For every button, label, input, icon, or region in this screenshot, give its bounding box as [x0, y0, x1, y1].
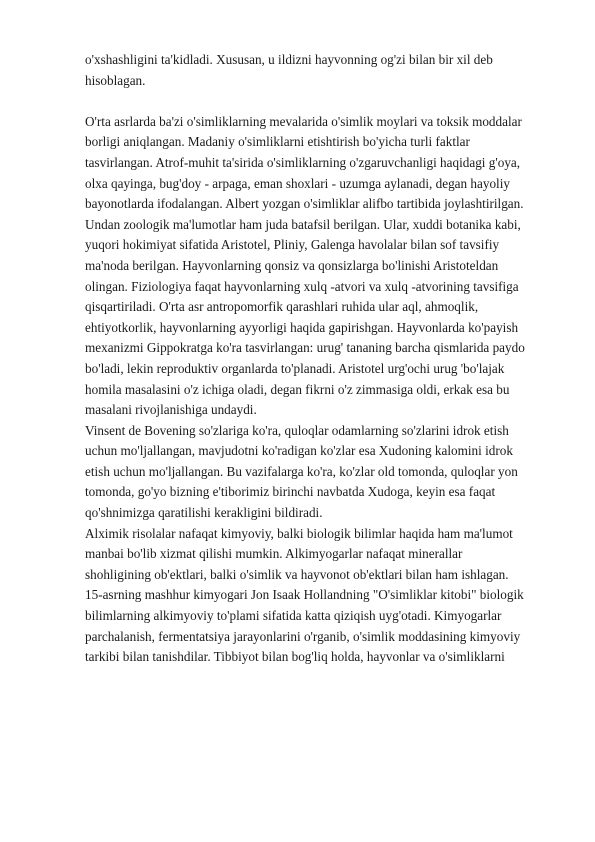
text-line: Alximik risolalar nafaqat kimyoviy, balki biologik bilimlar haqida ham ma'lumot	[85, 525, 513, 541]
text-line: bo'ladi, lekin reproduktiv organlarda to'planadi. Aristotel urg'ochi urug 'bo'lajak	[85, 360, 505, 376]
text-line: mexanizmi Gippokratga ko'ra tasvirlangan: urug' tananing barcha qismlarida paydo	[85, 340, 525, 356]
text-line: etish uchun mo'ljallangan. Bu vazifalarga ko'ra, ko'zlar old tomonda, quloqlar yon	[85, 463, 518, 479]
text-line: shohligining ob'ektlari, balki o'simlik va hayvonot ob'ektlari bilan ham ishlagan.	[85, 566, 509, 582]
text-line: Undan zoologik ma'lumotlar ham juda batafsil berilgan. Ular, xuddi botanika kabi,	[85, 216, 521, 232]
paragraph-gap	[85, 91, 555, 112]
body-text	[85, 50, 555, 668]
text-line: 15-asrning mashhur kimyogari Jon Isaak Hollandning "O'simliklar kitobi" biologik	[85, 587, 524, 603]
text-line: manbai bo'lib xizmat qilishi mumkin. Alkimyogarlar nafaqat minerallar	[85, 546, 463, 562]
text-line: homila masalasini o'z ichiga oladi, degan fikrni o'z zimmasiga oldi, erkak esa bu	[85, 381, 510, 397]
text-line: O'rta asrlarda ba'zi o'simliklarning mevalarida o'simlik moylari va toksik moddalar	[85, 113, 522, 129]
text-line: hisoblagan.	[85, 72, 146, 88]
text-line: parchalanish, fermentatsiya jarayonlarini o'rganib, o'simlik moddasining kimyoviy	[85, 628, 521, 644]
text-line: uchun mo'ljallangan, mavjudotni ko'radigan ko'zlar esa Xudoning kalomini idrok	[85, 443, 513, 459]
text-line: ma'noda berilgan. Hayvonlarning qonsiz va qonsizlarga bo'linishi Aristoteldan	[85, 257, 499, 273]
text-line: Vinsent de Bovening so'zlariga ko'ra, quloqlar odamlarning so'zlarini idrok etish	[85, 422, 509, 438]
text-line: yuqori hokimiyat sifatida Aristotel, Pliniy, Galenga havolalar bilan sof tavsifiy	[85, 237, 500, 253]
text-line: tasvirlangan. Atrof-muhit ta'sirida o'simliklarning o'zgaruvchanligi haqidagi g'oya,	[85, 154, 521, 170]
text-line: olxa qayinga, bug'doy - arpaga, eman shoxlari - uzumga aylanadi, degan hayoliy	[85, 175, 510, 191]
text-line: bayonotlarda ifodalangan. Albert yozgan o'simliklar alifbo tartibida joylashtirilgan.	[85, 196, 524, 212]
text-line: tomonda, go'yo bizning e'tiborimiz birinchi navbatda Xudoga, keyin esa faqat	[85, 484, 496, 500]
text-line: o'xshashligini ta'kidladi. Xususan, u ildizni hayvonning og'zi bilan bir xil deb	[85, 52, 493, 67]
text-line: borligi aniqlangan. Madaniy o'simliklarni etishtirish bo'yicha turli faktlar	[85, 134, 470, 150]
text-line: qo'shnimizga qaratilishi kerakligini bildiradi.	[85, 505, 323, 521]
text-line: bilimlarning alkimyoviy to'plami sifatida katta qiziqish uyg'otadi. Kimyogarlar	[85, 608, 502, 624]
text-line: masalani rivojlanishiga undaydi.	[85, 402, 257, 418]
text-line: olingan. Fiziologiya faqat hayvonlarning xulq -atvori va xulq -atvorining tavsifiga	[85, 278, 519, 294]
text-line: ehtiyotkorlik, hayvonlarning ayyorligi haqida gapirishgan. Hayvonlarda ko'payish	[85, 319, 519, 335]
text-line: tarkibi bilan tanishdilar. Tibbiyot bilan bog'liq holda, hayvonlar va o'simliklarni	[85, 649, 505, 665]
text-line: qisqartiriladi. O'rta asr antropomorfik qarashlari ruhida ular aql, ahmoqlik,	[85, 299, 479, 315]
